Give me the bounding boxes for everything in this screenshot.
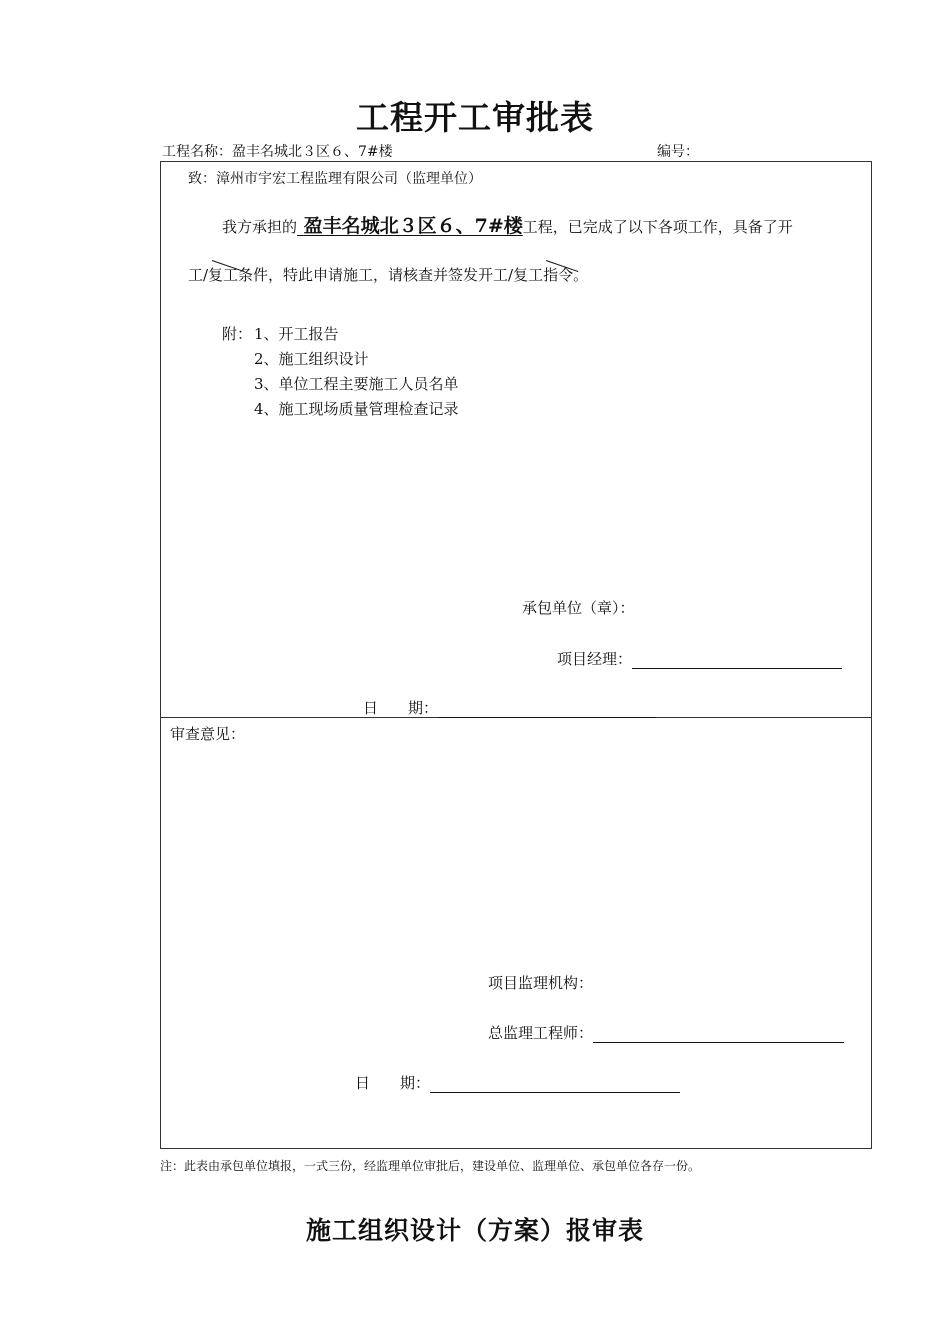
attachment-item: 1、开工报告 (254, 325, 339, 343)
project-name-row (162, 141, 393, 161)
review-date-line[interactable] (430, 1076, 680, 1093)
project-manager-row (557, 648, 842, 669)
contractor-date-row (363, 697, 656, 718)
chief-engineer-row (488, 1022, 844, 1043)
contractor-date-line[interactable] (438, 701, 656, 718)
chief-engineer-label: 总监理工程师： (488, 1024, 594, 1042)
attachment-item: 3、单位工程主要施工人员名单 (254, 375, 459, 393)
attachments-label: 附： (222, 325, 253, 343)
project-manager-signature-line[interactable] (632, 652, 842, 669)
contractor-unit-label: 承包单位（章）： (522, 599, 635, 617)
serial-number-label: 编号： (657, 144, 699, 160)
statement-project-name: 盈丰名城北３区６、7#楼 (303, 215, 523, 237)
page-title: 工程开工审批表 (356, 98, 594, 137)
review-opinion-label: 审查意见： (170, 725, 246, 743)
project-name-label: 工程名称： (162, 144, 232, 160)
statement-suffix: 工程，已完成了以下各项工作，具备了开 (522, 218, 793, 236)
addressee-line: 致：漳州市宇宏工程监理有限公司（监理单位） (188, 171, 482, 187)
footnote: 注：此表由承包单位填报，一式三份，经监理单位审批后，建设单位、监理单位、承包单位各存一份。 (160, 1159, 701, 1173)
attachment-item: 2、施工组织设计 (254, 350, 369, 368)
project-name-value: 盈丰名城北３区６、7#楼 (232, 144, 393, 160)
review-date-label: 日 期： (355, 1074, 431, 1092)
review-date-row (355, 1072, 680, 1093)
application-statement (222, 211, 793, 238)
chief-engineer-signature-line[interactable] (593, 1026, 844, 1043)
supervision-org-label: 项目监理机构： (488, 974, 594, 992)
statement-prefix: 我方承担的 (222, 218, 298, 236)
project-manager-label: 项目经理： (557, 650, 633, 668)
contractor-date-label: 日 期： (363, 699, 439, 717)
application-statement-line2: 工/复工条件，特此申请施工，请核查并签发开工/复工指令。 (188, 266, 589, 284)
attachment-item: 4、施工现场质量管理检查记录 (254, 400, 459, 418)
next-form-title: 施工组织设计（方案）报审表 (305, 1216, 644, 1245)
